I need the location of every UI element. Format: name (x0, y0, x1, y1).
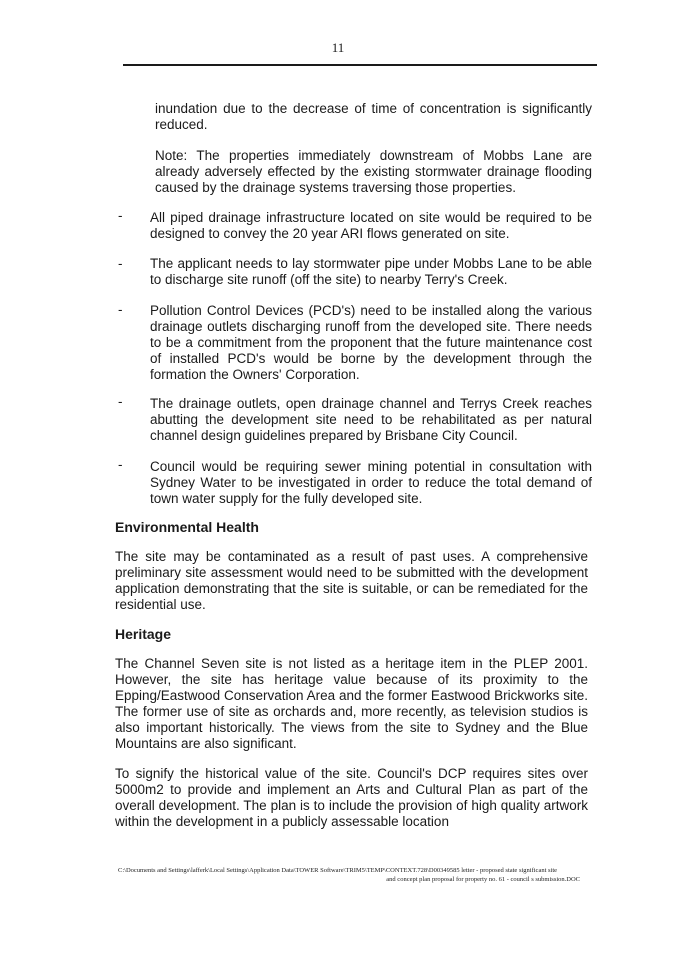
footer-line-2: and concept plan proposal for property no. 61 - council s submission.DOC (386, 876, 580, 883)
paragraph-inundation: inundation due to the decrease of time of concentration is significantly reduced. (155, 101, 592, 132)
paragraph-heritage-2: To signify the historical value of the site. Council's DCP requires sites over 5000m2 to provide and implement an Arts and Cultural Plan as part of the overall development. The plan is to include the provision of high quality artwork within the development in a publicly assessable location (115, 766, 588, 829)
bullet-marker-3: - (118, 302, 123, 317)
footer-file-path (118, 866, 580, 884)
heading-heritage: Heritage (115, 626, 172, 642)
footer-line-1: C:\Documents and Settings\lafferk\Local Settings\Application Data\TOWER Software\TRIM5\TEMP\CONTEXT.728\D00349585 letter - proposed state significant site (118, 867, 558, 874)
paragraph-environmental-health: The site may be contaminated as a result of past uses. A comprehensive preliminary site assessment would need to be submitted with the development application demonstrating that the site is suitable, or can be remediated for the residential use. (115, 549, 588, 612)
bullet-marker-4: - (118, 394, 123, 409)
paragraph-note: Note: The properties immediately downstream of Mobbs Lane are already adversely effected by the existing stormwater drainage flooding caused by the drainage systems traversing those properties. (155, 148, 592, 195)
bullet-item-5: Council would be requiring sewer mining potential in consultation with Sydney Water to be investigated in order to reduce the total demand of town water supply for the fully developed site. (150, 459, 592, 506)
paragraph-heritage-1: The Channel Seven site is not listed as a heritage item in the PLEP 2001. However, the site has heritage value because of its proximity to the Epping/Eastwood Conservation Area and the former Eastwood Brickworks site. The former use of site as orchards and, more recently, as television studios is also important historically. The views from the site to Sydney and the Blue Mountains are also significant. (115, 656, 588, 751)
bullet-item-1: All piped drainage infrastructure located on site would be required to be designed to convey the 20 year ARI flows generated on site. (150, 210, 592, 241)
bullet-marker-5: - (118, 457, 123, 472)
page-number: 11 (331, 40, 345, 55)
bullet-item-2: The applicant needs to lay stormwater pipe under Mobbs Lane to be able to discharge site runoff (off the site) to nearby Terry's Creek. (150, 256, 592, 287)
bullet-marker-2: - (118, 256, 123, 271)
header-rule (123, 64, 597, 66)
bullet-item-3: Pollution Control Devices (PCD's) need to be installed along the various drainage outlets discharging runoff from the developed site. There needs to be a commitment from the proponent that the future maintenance cost of installed PCD's would be borne by the development through the formation the Owners' Corporation. (150, 303, 592, 382)
heading-environmental-health: Environmental Health (115, 519, 259, 535)
bullet-marker-1: - (118, 208, 123, 223)
bullet-item-4: The drainage outlets, open drainage channel and Terrys Creek reaches abutting the development site need to be rehabilitated as per natural channel design guidelines prepared by Brisbane City Council. (150, 396, 592, 443)
